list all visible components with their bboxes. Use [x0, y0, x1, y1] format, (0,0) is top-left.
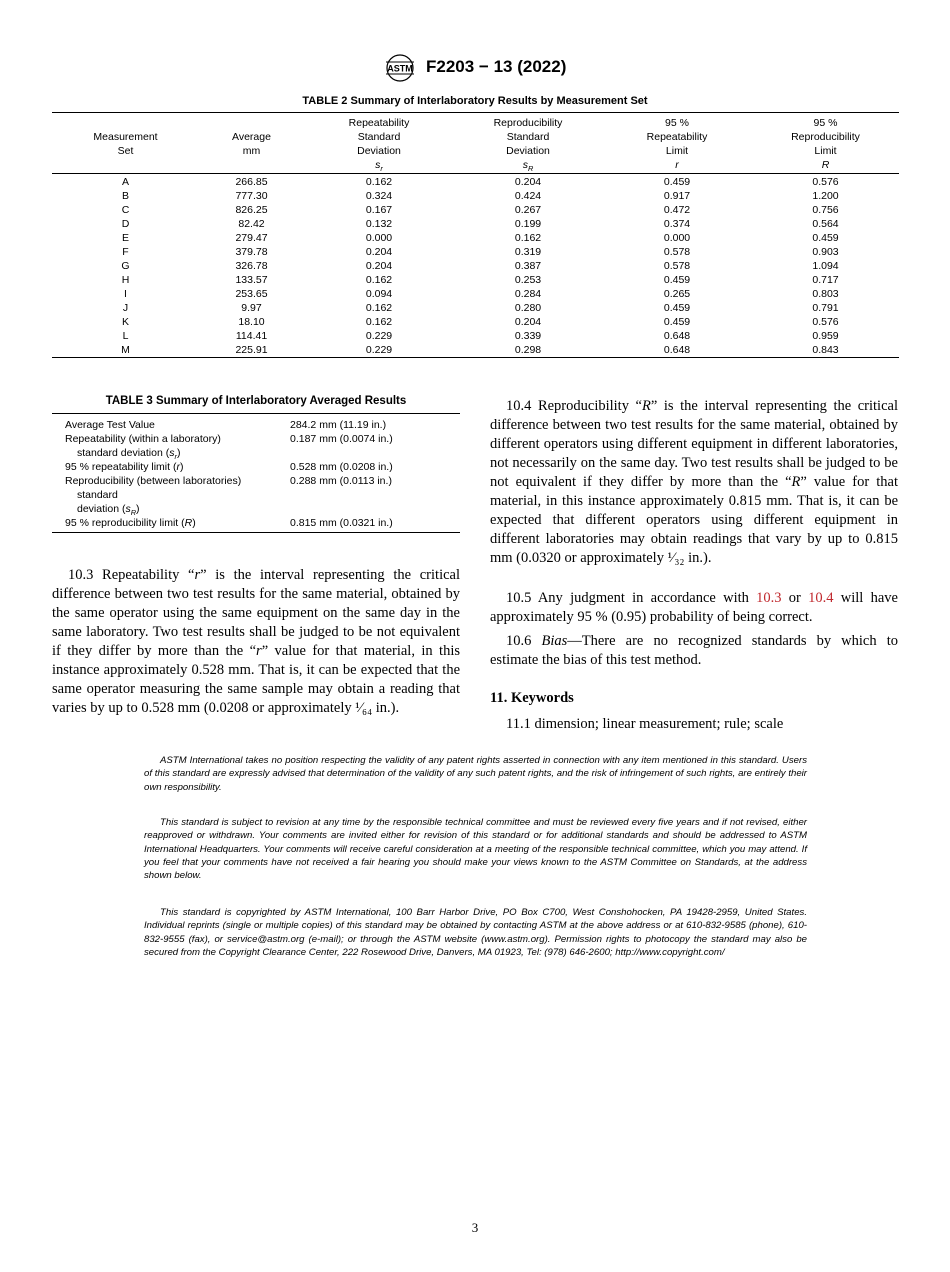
- table-cell: 0.717: [812, 274, 839, 286]
- table2-header-row: [52, 113, 899, 174]
- table-cell: 0.803: [812, 288, 839, 300]
- table-row: Reproducibility (between laboratories) standard deviation $(s_R)$ 0.288 mm (0.0113 in.): [65, 475, 392, 518]
- table-cell: 0.459: [663, 302, 691, 314]
- table-cell: 0.298: [454, 343, 602, 358]
- table-row: Average Test Value 284.2 mm (11.19 in.): [65, 419, 387, 431]
- table-cell: 0.459: [663, 316, 691, 328]
- table-cell: 1.094: [812, 260, 839, 272]
- table-cell: F: [122, 246, 129, 258]
- table-row: [52, 174, 899, 190]
- section-10-4: 10.4 Reproducibility “R” is the interval representing the critical difference between two test results for the same material, obtained by different operators using different equipment in different laboratories, not necessarily on the same day. Two test results shall be judged to be not equivalent if they differ by more than the “R” value for that material, in this instance approximately 0.815 mm. That is, it can be expected that different operators using different equipment in different laboratories may obtain readings that vary by up to 0.815 mm (0.0320 or approximately ¹⁄₃₂ in.).: [490, 398, 898, 566]
- table-cell: 0.267: [514, 204, 542, 216]
- table-cell: 379.78: [235, 246, 268, 258]
- table-cell: 225.91: [199, 343, 304, 358]
- table-cell: 0.000: [365, 232, 393, 244]
- table-cell: 0.324: [365, 190, 393, 202]
- link-section-10-4[interactable]: 10.4: [808, 590, 834, 606]
- section-10-5: 10.5 Any judgment in accordance with 10.3 or 10.4 will have approximately 95 % (0.95) probability of being correct.: [490, 590, 898, 625]
- table-cell: 0.162: [514, 232, 542, 244]
- table-cell: 0.459: [812, 232, 839, 244]
- table-cell: 0.917: [663, 190, 691, 202]
- table-cell: L: [122, 330, 129, 342]
- table-cell: 0.756: [812, 204, 839, 216]
- table-row: [52, 343, 899, 358]
- table-cell: 0.424: [514, 190, 542, 202]
- table-cell: 0.229: [365, 330, 393, 342]
- table2-header-repeatability-limit: 95 % Repeatability Limit r: [602, 113, 752, 174]
- table-cell: 0.162: [365, 316, 393, 328]
- link-section-10-3[interactable]: 10.3: [756, 590, 782, 606]
- table-cell: 0.162: [365, 176, 393, 188]
- table-row: [52, 315, 899, 329]
- table-cell: 326.78: [235, 260, 268, 272]
- table-row: 95 % reproducibility limit (R) 0.815 mm (0.0321 in.): [65, 517, 393, 529]
- table-cell: K: [121, 316, 129, 328]
- astm-logo-icon: [382, 54, 418, 82]
- table-cell: C: [121, 204, 130, 216]
- table-cell: 266.85: [235, 176, 268, 188]
- table-cell: 133.57: [235, 274, 268, 286]
- table-cell: 0.576: [812, 316, 839, 328]
- table-cell: 0.319: [514, 246, 542, 258]
- section-10-6: 10.6 Bias—There are no recognized standards by which to estimate the bias of this test method.: [490, 633, 898, 668]
- table2-header-reproducibility-sd: Reproducibility Standard Deviation $s_R$: [454, 113, 602, 174]
- table-cell: B: [121, 190, 129, 202]
- table-cell: J: [122, 302, 129, 314]
- table-cell: 0.564: [812, 218, 839, 230]
- table-cell: 0.459: [663, 274, 691, 286]
- table-cell: 0.576: [812, 176, 839, 188]
- table-row: [52, 217, 899, 231]
- revision-notice: This standard is subject to revision at any time by the responsible technical committee and must be reviewed every five years and if not revised, either reapproved or withdrawn. Your comments are invited either for revision of this standard or for additional standards and should be addressed to ASTM International Headquarters. Your comments will receive careful consideration at a meeting of the responsible technical committee, which you may attend. If you feel that your comments have not received a fair hearing you should make your views known to the ASTM Committee on Standards, at the address shown below.: [144, 817, 807, 882]
- table-row: [52, 203, 899, 217]
- table-cell: 1.200: [812, 190, 839, 202]
- table-cell: 0.843: [752, 343, 899, 358]
- table-cell: 0.284: [514, 288, 542, 300]
- table2-header-set: Measurement Set: [52, 113, 199, 174]
- table-cell: 0.265: [663, 288, 691, 300]
- page-header: [0, 52, 950, 84]
- table-row: [52, 259, 899, 273]
- table-cell: 0.791: [812, 302, 839, 314]
- table2-header-repeatability-sd: Repeatability Standard Deviation $s_r$: [304, 113, 454, 174]
- table-cell: 0.199: [514, 218, 542, 230]
- table-cell: 0.094: [365, 288, 393, 300]
- table-cell: M: [52, 343, 199, 358]
- table-cell: 0.132: [365, 218, 393, 230]
- table-cell: 0.204: [514, 316, 542, 328]
- table2-title: TABLE 2 Summary of Interlaboratory Results by Measurement Set: [302, 95, 648, 107]
- table-cell: 826.25: [235, 204, 268, 216]
- table-cell: 0.374: [663, 218, 691, 230]
- table-cell: 0.167: [365, 204, 393, 216]
- patent-notice: ASTM International takes no position respecting the validity of any patent rights asserted in connection with any item mentioned in this standard. Users of this standard are expressly advised that determination of the validity of any such patent rights, and the risk of infringement of such rights, are entirely their own responsibility.: [144, 755, 807, 793]
- table-cell: H: [121, 274, 130, 286]
- table-cell: 82.42: [238, 218, 265, 230]
- table-cell: 0.648: [663, 330, 691, 342]
- table-cell: 0.387: [514, 260, 542, 272]
- table-cell: 0.229: [304, 343, 454, 358]
- table-row: [52, 189, 899, 203]
- keywords-heading: 11. Keywords: [490, 690, 574, 706]
- table3: [52, 413, 460, 533]
- table-cell: 0.578: [663, 260, 691, 272]
- section-10-3: 10.3 Repeatability “r” is the interval representing the critical difference between two test results for the same material, obtained by the same operator using the same equipment on the same day in the same laboratory. Two test results shall be judged to be not equivalent if they differ by more than the “r” value for that material, in this instance approximately 0.528 mm. That is, it can be expected that the same operator measuring the same sample may obtain a reading that varies by up to 0.528 mm (0.0208 or approximately ¹⁄₆₄ in.).: [52, 567, 461, 716]
- table-cell: 0.339: [514, 330, 542, 342]
- document-id: F2203 − 13 (2022): [426, 57, 567, 76]
- table3-title: TABLE 3 Summary of Interlaboratory Averaged Results: [105, 395, 407, 407]
- table-row: Repeatability (within a laboratory) standard deviation $(s_r)$ 0.187 mm (0.0074 in.): [65, 433, 393, 462]
- table-row: [52, 329, 899, 343]
- table-cell: I: [124, 288, 127, 300]
- logo-text: ASTM: [387, 63, 413, 74]
- table-row: [52, 301, 899, 315]
- table-cell: 0.280: [514, 302, 542, 314]
- copyright-notice: This standard is copyrighted by ASTM International, 100 Barr Harbor Drive, PO Box C700, West Conshohocken, PA 19428-2959, United States. Individual reprints (single or multiple copies) of this standard may be obtained by contacting ASTM at the above address or at 610-832-9585 (phone), 610-832-9555 (fax), or service@astm.org (e-mail); or through the ASTM website (www.astm.org). Permission rights to photocopy the standard may also be secured from the Copyright Clearance Center, 222 Rosewood Drive, Danvers, MA 01923, Tel: (978) 646-2600; http://www.copyright.com/: [144, 907, 807, 958]
- table2-header-average: Average mm: [199, 113, 304, 174]
- table-cell: 0.472: [663, 204, 691, 216]
- table-row: [52, 273, 899, 287]
- table-cell: E: [121, 232, 129, 244]
- table2-header-reproducibility-limit: 95 % Reproducibility Limit R: [752, 113, 899, 174]
- table-cell: 0.204: [365, 246, 393, 258]
- table-cell: 0.204: [365, 260, 393, 272]
- table-cell: 279.47: [235, 232, 268, 244]
- table2-body: [52, 174, 899, 358]
- table-cell: 0.903: [812, 246, 839, 258]
- table-cell: 0.459: [663, 176, 691, 188]
- table-cell: 0.204: [514, 176, 542, 188]
- table-cell: 0.253: [514, 274, 542, 286]
- table-cell: 0.959: [812, 330, 839, 342]
- table-row: [52, 231, 899, 245]
- table-cell: 0.648: [602, 343, 752, 358]
- table2: [52, 112, 899, 358]
- table-cell: G: [121, 260, 130, 272]
- table-cell: A: [121, 176, 129, 188]
- table-cell: D: [121, 218, 130, 230]
- table-cell: 0.162: [365, 274, 393, 286]
- table-cell: 9.97: [241, 302, 262, 314]
- table-row: 95 % repeatability limit (r) 0.528 mm (0.0208 in.): [65, 461, 393, 473]
- table-cell: 114.41: [235, 330, 268, 342]
- table-cell: 18.10: [238, 316, 265, 328]
- page-number: 3: [471, 1220, 479, 1235]
- table-row: [52, 287, 899, 301]
- table-cell: 0.162: [365, 302, 393, 314]
- table-cell: 777.30: [235, 190, 268, 202]
- table-cell: 253.65: [235, 288, 268, 300]
- table-row: [52, 245, 899, 259]
- table-cell: 0.000: [663, 232, 691, 244]
- section-11-1: 11.1 dimension; linear measurement; rule; scale: [506, 716, 784, 732]
- table-cell: 0.578: [663, 246, 691, 258]
